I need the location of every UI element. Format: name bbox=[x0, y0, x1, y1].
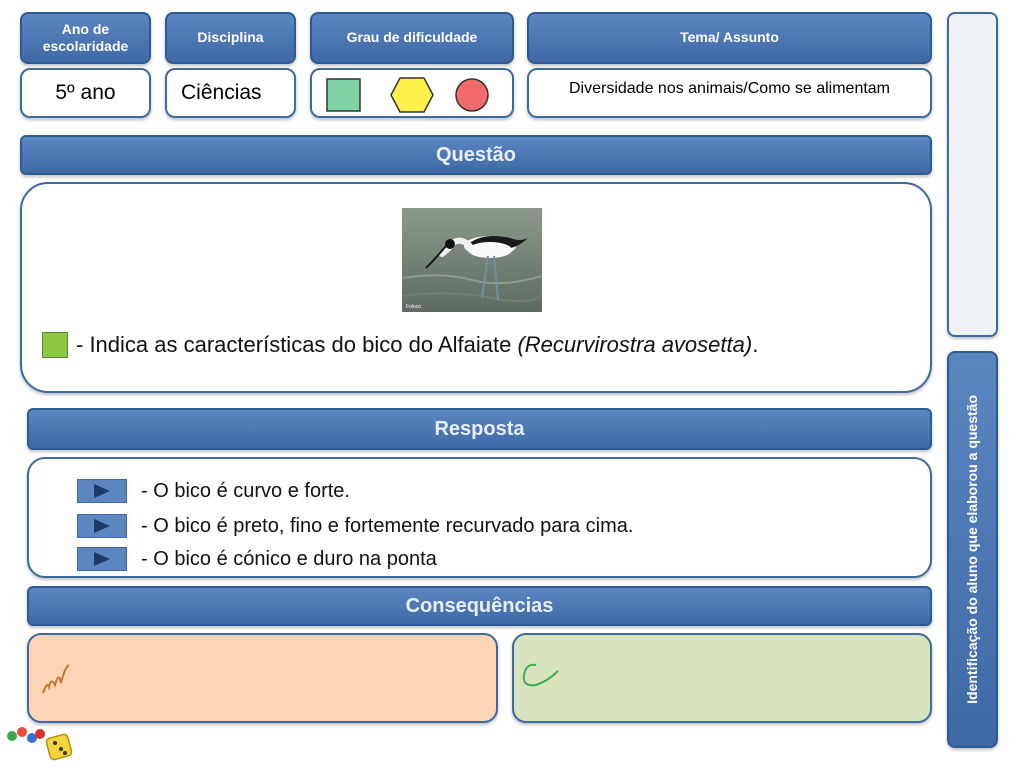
question-end: . bbox=[752, 332, 759, 357]
student-id-box[interactable] bbox=[947, 12, 998, 337]
header-disciplina-label: Disciplina bbox=[197, 29, 264, 46]
header-grau bbox=[310, 12, 514, 64]
value-disciplina bbox=[165, 68, 296, 118]
resposta-bar bbox=[27, 408, 932, 450]
consequencias-bar bbox=[27, 586, 932, 626]
play-arrow-icon[interactable] bbox=[77, 514, 127, 538]
question-main-text: - Indica as características do bico do Alfaiate bbox=[76, 332, 518, 357]
question-box bbox=[20, 182, 932, 393]
play-arrow-icon[interactable] bbox=[77, 547, 127, 571]
value-tema bbox=[527, 68, 932, 118]
handwritten-scribble-icon bbox=[39, 657, 73, 697]
value-ano bbox=[20, 68, 151, 118]
student-id-bar bbox=[947, 351, 998, 748]
bird-photo bbox=[402, 208, 542, 312]
value-ano-text: 5º ano bbox=[55, 81, 116, 104]
header-ano bbox=[20, 12, 151, 64]
photo-caption: Foloco bbox=[406, 304, 422, 310]
questao-bar bbox=[20, 135, 932, 175]
answer-option[interactable] bbox=[77, 479, 350, 503]
consequencias-title: Consequências bbox=[405, 594, 554, 617]
header-tema bbox=[527, 12, 932, 64]
question-marker-icon bbox=[42, 332, 68, 358]
answer-option-text: - O bico é cónico e duro na ponta bbox=[141, 547, 437, 570]
answer-option[interactable] bbox=[77, 514, 633, 538]
difficulty-circle-icon[interactable] bbox=[456, 79, 488, 111]
answer-option-text: - O bico é curvo e forte. bbox=[141, 479, 350, 502]
consequence-left-box[interactable] bbox=[27, 633, 498, 723]
question-text bbox=[76, 332, 758, 358]
value-tema-text: Diversidade nos animais/Como se alimentam bbox=[568, 80, 891, 97]
handwritten-scribble-icon bbox=[518, 655, 562, 695]
play-arrow-icon[interactable] bbox=[77, 479, 127, 503]
difficulty-hexagon-icon[interactable] bbox=[391, 78, 433, 112]
question-species: (Recurvirostra avosetta) bbox=[517, 332, 753, 357]
difficulty-square-icon[interactable] bbox=[327, 79, 360, 111]
value-disciplina-text: Ciências bbox=[181, 81, 262, 104]
header-tema-label: Tema/ Assunto bbox=[680, 29, 779, 46]
difficulty-shapes bbox=[312, 70, 512, 116]
resposta-title: Resposta bbox=[434, 417, 525, 440]
answer-option[interactable] bbox=[77, 547, 437, 571]
header-grau-label: Grau de dificuldade bbox=[346, 29, 478, 46]
answer-box bbox=[27, 457, 932, 578]
questao-title: Questão bbox=[435, 143, 517, 166]
dice-logo-icon bbox=[0, 722, 80, 768]
difficulty-box bbox=[310, 68, 514, 118]
consequence-right-box[interactable] bbox=[512, 633, 932, 723]
answer-option-text: - O bico é preto, fino e fortemente recurvado para cima. bbox=[141, 514, 634, 537]
question-line bbox=[42, 332, 758, 358]
header-ano-label: Ano de escolaridade bbox=[42, 20, 129, 54]
header-disciplina bbox=[165, 12, 296, 64]
student-id-label: Identificação do aluno que elaborou a questão bbox=[963, 395, 980, 704]
